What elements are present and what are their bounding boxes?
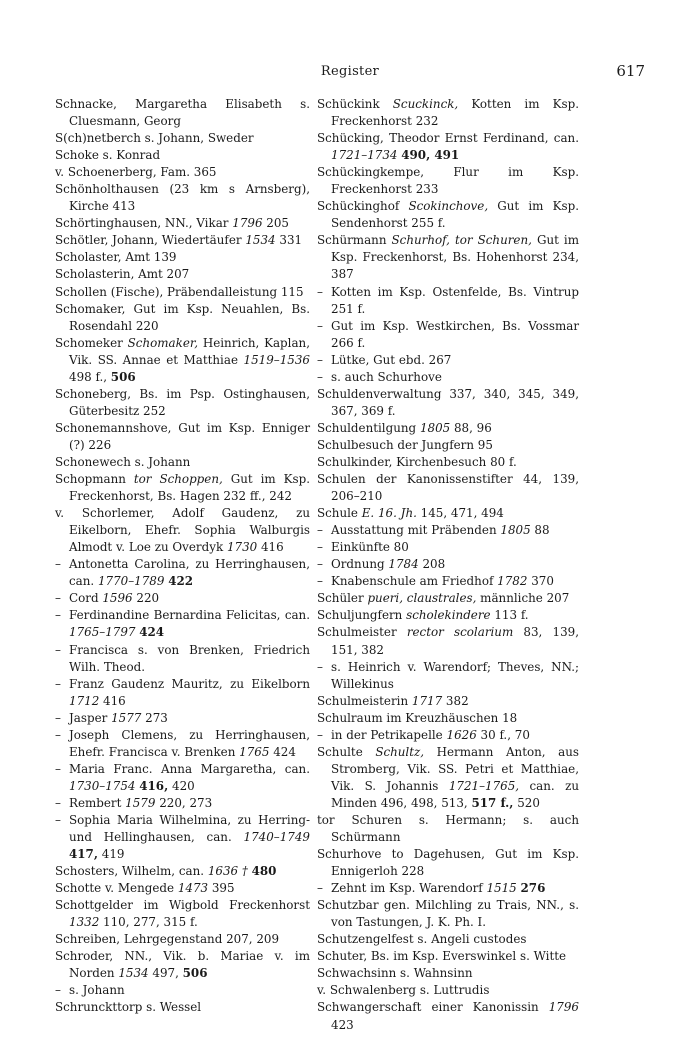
entry-text: Schonewech s. Johann	[55, 454, 191, 469]
entry-text: Schücking, Theodor Ernst Ferdinand, can.	[317, 131, 579, 146]
index-entry	[55, 386, 310, 420]
entry-text: in der Petrikapelle	[331, 727, 447, 742]
index-entry	[55, 232, 310, 249]
subentry-dash: –	[317, 574, 323, 589]
entry-text: Franz Gaudenz Mauritz, zu Eikelborn	[69, 676, 310, 691]
entry-text: Gut im Ksp. Freckenhorst, Bs. Hagen 232 ff., 242	[69, 472, 310, 504]
entry-italic-text: 1740–1749	[243, 830, 310, 845]
entry-italic-text: 1332	[69, 915, 100, 930]
index-entry	[317, 96, 579, 130]
index-entry	[55, 642, 310, 676]
subentry-dash: –	[55, 676, 61, 691]
entry-italic-text: pueri, claustrales,	[367, 591, 477, 606]
subentry-dash: –	[55, 795, 61, 810]
entry-text: Hermann Anton, aus Stromberg, Vik. SS. Petri et Matthiae, Vik. S. Johannis	[331, 744, 579, 793]
entry-text: Schnacke, Margaretha Elisabeth s. Cluesmann, Georg	[55, 97, 310, 129]
entry-italic-text: 1784	[388, 557, 419, 572]
entry-text: s. Johann	[69, 983, 125, 998]
entry-text: Rembert	[69, 795, 126, 810]
entry-text: Heinrich, Kaplan, Vik. SS. Annae et Matthiae	[69, 335, 310, 367]
index-entry	[317, 812, 579, 846]
entry-text: Schottgelder im Wigbold Freckenhorst	[55, 898, 310, 913]
entry-italic-text: 1721–1765,	[448, 778, 520, 793]
entry-text: Schwangerschaft einer Kanonissin	[317, 1000, 549, 1015]
entry-text: Schrunckttorp s. Wessel	[55, 1000, 202, 1015]
entry-text: Schulen der Kanonissenstifter 44, 139, 206–210	[317, 472, 579, 504]
index-entry	[55, 284, 310, 301]
entry-text: 83, 139, 151, 382	[331, 625, 579, 657]
entry-text: Knabenschule am Friedhof	[331, 574, 498, 589]
entry-text: Zehnt im Ksp. Warendorf	[331, 881, 487, 896]
entry-text: Schomeker	[55, 335, 128, 350]
subentry-dash: –	[55, 608, 61, 623]
entry-bold-page: 517 f.,	[471, 795, 514, 810]
index-entry	[317, 471, 579, 505]
entry-text: Schulte	[317, 744, 376, 759]
page-header	[55, 62, 645, 84]
subentry-dash: –	[55, 812, 61, 827]
entry-italic-text: 1721–1734	[331, 148, 398, 163]
entry-text: 498 f.,	[69, 369, 111, 384]
index-entry	[317, 386, 579, 420]
entry-text: Schosters, Wilhelm, can.	[55, 864, 208, 879]
entry-text: Schollen (Fische), Präbendalleistung 115	[55, 284, 304, 299]
entry-bold-page: 422	[168, 574, 194, 589]
index-entry	[55, 556, 310, 590]
index-entry	[317, 999, 579, 1033]
entry-text: 419	[97, 847, 125, 862]
entry-text: Ordnung	[331, 557, 389, 572]
entry-text: Schötler, Johann, Wiedertäufer	[55, 233, 246, 248]
index-entry	[317, 931, 579, 948]
index-entry	[317, 590, 579, 607]
index-entry	[55, 181, 310, 215]
subentry-dash: –	[317, 659, 323, 674]
entry-text: Gut im Ksp. Westkirchen, Bs. Vossmar 266 f.	[331, 318, 579, 350]
entry-text: männliche 207	[476, 591, 570, 606]
index-entry	[317, 284, 579, 318]
subentry-dash: –	[317, 557, 323, 572]
entry-italic-text: 1473	[177, 881, 209, 896]
index-entry	[55, 335, 310, 386]
index-entry	[317, 437, 579, 454]
entry-text: 424	[269, 744, 296, 759]
index-entry	[55, 676, 310, 710]
subentry-dash: –	[317, 523, 323, 538]
index-entry	[317, 556, 579, 573]
entry-text: 220	[132, 591, 160, 606]
index-column-left	[55, 96, 310, 1017]
entry-italic-text: 1712	[69, 693, 100, 708]
index-entry	[317, 369, 579, 386]
index-column-right	[317, 96, 579, 1034]
entry-text: 273	[141, 710, 168, 725]
index-entry	[55, 982, 310, 999]
entry-text: v. Schoenerberg, Fam. 365	[55, 165, 217, 180]
entry-text: 30 f., 70	[476, 727, 530, 742]
index-entry	[317, 130, 579, 164]
entry-text: Ausstattung mit Präbenden	[331, 523, 501, 538]
index-entry	[55, 897, 310, 931]
entry-italic-text: 1730–1754	[69, 778, 136, 793]
index-entry	[55, 505, 310, 556]
index-entry	[317, 198, 579, 232]
entry-text: 416	[257, 540, 284, 555]
index-entry	[55, 761, 310, 795]
subentry-dash: –	[55, 983, 61, 998]
index-entry	[55, 863, 310, 880]
entry-text: Schürmann	[317, 233, 392, 248]
entry-text: Schopmann	[55, 472, 134, 487]
entry-text: Schulbesuch der Jungfern 95	[317, 437, 493, 452]
subentry-dash: –	[317, 369, 323, 384]
entry-italic-text: rector scolarium	[406, 625, 514, 640]
index-entry	[55, 215, 310, 232]
entry-text: 416	[99, 693, 126, 708]
entry-italic-text: 1534	[245, 233, 276, 248]
index-entry	[317, 965, 579, 982]
index-entry	[317, 318, 579, 352]
entry-text: 110, 277, 315 f.	[99, 915, 198, 930]
index-entry	[317, 693, 579, 710]
index-entry	[317, 982, 579, 999]
index-entry	[55, 795, 310, 812]
entry-text: Schuter, Bs. im Ksp. Everswinkel s. Witte	[317, 949, 567, 964]
entry-italic-text: 1577	[111, 710, 142, 725]
entry-text: 420	[168, 778, 195, 793]
entry-text: can. zu Minden 496, 498, 513,	[331, 778, 579, 810]
index-entry	[317, 607, 579, 624]
index-entry	[55, 880, 310, 897]
entry-text: Sophia Maria Wilhelmina, zu Herring- und Hellinghausen, can.	[69, 812, 310, 845]
entry-text: Lütke, Gut ebd. 267	[331, 352, 452, 367]
entry-text: Joseph Clemens, zu Herringhausen, Ehefr. Francisca v. Brenken	[69, 727, 310, 759]
entry-text: Schüler	[317, 591, 368, 606]
entry-text: Schörtinghausen, NN., Vikar	[55, 216, 233, 231]
entry-text: 88, 96	[450, 420, 492, 435]
index-entry	[317, 573, 579, 590]
index-entry	[55, 607, 310, 641]
entry-italic-text: Scuckinck,	[392, 97, 459, 111]
entry-text: Schuljungfern	[317, 608, 407, 623]
subentry-dash: –	[55, 710, 61, 725]
entry-text: v. Schwalenberg s. Luttrudis	[317, 983, 490, 998]
entry-text: s. auch Schurhove	[331, 369, 442, 384]
entry-italic-text: Scokinchove,	[408, 199, 489, 214]
index-entry	[317, 522, 579, 539]
entry-italic-text: 1782	[497, 574, 528, 589]
entry-text: Schuldentilgung	[317, 420, 420, 435]
entry-text: tor Schuren s. Hermann; s. auch Schürmann	[317, 812, 579, 845]
entry-italic-text: 1796	[548, 1000, 579, 1015]
index-entry	[317, 727, 579, 744]
entry-italic-text: 1626	[446, 727, 477, 742]
entry-text: Maria Franc. Anna Margaretha, can.	[69, 761, 310, 776]
entry-bold-page: 424	[139, 625, 165, 640]
index-entry	[55, 96, 310, 130]
entry-italic-text: scholekindere	[406, 608, 491, 623]
entry-text: Ferdinandine Bernardina Felicitas, can.	[69, 608, 310, 623]
entry-text: Francisca s. von Brenken, Friedrich Wilh. Theod.	[69, 642, 310, 674]
index-entry	[55, 727, 310, 761]
page-number: 617	[616, 62, 645, 80]
entry-bold-page: 506	[182, 966, 208, 981]
index-entry	[317, 505, 579, 522]
entry-italic-text: 1796	[232, 216, 263, 231]
entry-text: 208	[418, 557, 446, 572]
subentry-dash: –	[55, 591, 61, 606]
entry-text: S(ch)netberch s. Johann, Sweder	[55, 131, 254, 146]
entry-bold-page: 490, 491	[401, 148, 460, 163]
entry-text: Einkünfte 80	[331, 540, 409, 555]
entry-text: Schoke s. Konrad	[55, 148, 161, 163]
entry-text: Schulmeisterin	[317, 693, 412, 708]
entry-text: Scholaster, Amt 139	[55, 250, 177, 265]
index-entry	[55, 301, 310, 335]
entry-text: 220, 273	[155, 795, 213, 810]
entry-italic-text: 1579	[125, 795, 156, 810]
entry-text: 520	[513, 795, 540, 810]
entry-italic-text: 1765	[239, 744, 270, 759]
entry-text: Schurhove to Dagehusen, Gut im Ksp. Ennigerloh 228	[317, 847, 579, 879]
index-entry	[317, 454, 579, 471]
entry-text: Schule	[317, 506, 362, 521]
entry-text: Schreiben, Lehrgegenstand 207, 209	[55, 932, 280, 947]
entry-text: Schonemannshove, Gut im Ksp. Enniger (?) 226	[55, 420, 310, 452]
entry-text: v. Schorlemer, Adolf Gaudenz, zu Eikelborn, Ehefr. Sophia Walburgis Almodt v. Loe zu Overdyk	[55, 506, 310, 555]
entry-text: Kotten im Ksp. Freckenhorst 232	[331, 97, 579, 129]
entry-text: 205	[262, 216, 289, 231]
subentry-dash: –	[317, 318, 323, 333]
index-entry	[317, 659, 579, 693]
entry-text: Gut im Ksp. Freckenhorst, Bs. Hohenhorst 234, 387	[331, 233, 580, 282]
subentry-dash: –	[55, 727, 61, 742]
entry-italic-text: 1730	[226, 540, 258, 555]
index-entry	[55, 999, 310, 1016]
subentry-dash: –	[317, 284, 323, 299]
entry-text: Schotte v. Mengede	[55, 881, 178, 896]
index-entry	[55, 249, 310, 266]
entry-text: Schutzbar gen. Milchling zu Trais, NN., s. von Tastungen, J. K. Ph. I.	[317, 898, 579, 930]
index-entry	[55, 948, 310, 982]
entry-text: Schulmeister	[317, 625, 407, 640]
entry-text: Cord	[69, 591, 103, 606]
entry-text: 395	[208, 881, 235, 896]
entry-text: Antonetta Carolina, zu Herringhausen, can.	[69, 557, 310, 589]
subentry-dash: –	[55, 761, 61, 776]
entry-text: Schwachsinn s. Wahnsinn	[317, 966, 473, 981]
entry-text: Jasper	[69, 710, 112, 725]
entry-text: Schuldenverwaltung 337, 340, 345, 349, 367, 369 f.	[317, 386, 579, 418]
entry-text: Schückingkempe, Flur im Ksp. Freckenhorst 233	[317, 165, 579, 197]
index-entry	[317, 232, 579, 283]
index-entry	[55, 164, 310, 181]
index-entry	[317, 539, 579, 556]
subentry-dash: –	[317, 352, 323, 367]
entry-text: Schulraum im Kreuzhäuschen 18	[317, 710, 518, 725]
entry-text: Kotten im Ksp. Ostenfelde, Bs. Vintrup 251 f.	[331, 284, 579, 316]
entry-italic-text: 1805	[500, 523, 531, 538]
index-entry	[317, 846, 579, 880]
entry-text: Schückink	[317, 97, 393, 111]
entry-italic-text: 1519–1536	[243, 352, 310, 367]
running-title: Register	[320, 64, 380, 79]
index-entry	[317, 897, 579, 931]
index-entry	[55, 931, 310, 948]
entry-italic-text: Schurhof, tor Schuren,	[391, 233, 532, 248]
index-entry	[317, 624, 579, 658]
entry-italic-text: 1765–1797	[69, 625, 136, 640]
index-entry	[317, 744, 579, 812]
entry-text: 370	[527, 574, 554, 589]
entry-text: 331	[275, 233, 303, 248]
entry-text: Schroder, NN., Vik. b. Mariae v. im Norden	[55, 949, 310, 981]
entry-italic-text: 1805	[419, 420, 451, 435]
index-entry	[55, 454, 310, 471]
subentry-dash: –	[317, 727, 323, 742]
entry-bold-page: 416,	[139, 778, 169, 793]
index-entry	[55, 812, 310, 863]
entry-text: Schomaker, Gut im Ksp. Neuahlen, Bs. Rosendahl 220	[55, 301, 310, 333]
entry-italic-text: 1596	[102, 591, 133, 606]
entry-text: Schutzengelfest s. Angeli custodes	[317, 932, 527, 947]
entry-italic-text: Schultz,	[375, 744, 425, 759]
entry-text: Schoneberg, Bs. im Psp. Ostinghausen, Güterbesitz 252	[55, 386, 310, 418]
index-entry	[317, 710, 579, 727]
index-entry	[317, 420, 579, 437]
subentry-dash: –	[55, 642, 61, 657]
entry-italic-text: 1770–1789	[97, 574, 165, 589]
index-entry	[55, 130, 310, 147]
entry-italic-text: 1515	[486, 881, 517, 896]
entry-text: 497,	[148, 966, 183, 981]
entry-bold-page: 480	[251, 864, 277, 879]
entry-text: s. Heinrich v. Warendorf; Theves, NN.; Willekinus	[331, 659, 579, 691]
index-entry	[317, 164, 579, 198]
index-entry	[317, 880, 579, 897]
entry-text: 423	[331, 1017, 354, 1032]
subentry-dash: –	[317, 540, 323, 555]
entry-bold-page: 276	[520, 881, 546, 896]
subentry-dash: –	[317, 881, 323, 896]
entry-text: 88	[530, 523, 550, 538]
entry-text: Schulkinder, Kirchenbesuch 80 f.	[317, 454, 517, 469]
index-entry	[317, 352, 579, 369]
entry-text: Gut im Ksp. Sendenhorst 255 f.	[331, 199, 579, 231]
entry-bold-page: 417,	[69, 847, 98, 862]
index-entry	[55, 471, 310, 505]
entry-italic-text: 1717	[411, 693, 443, 708]
entry-text: Schönholthausen (23 km s Arnsberg), Kirche 413	[55, 182, 310, 214]
entry-text: Schückinghof	[317, 199, 409, 214]
subentry-dash: –	[55, 557, 61, 572]
entry-italic-text: 1534	[118, 966, 149, 981]
entry-italic-text: 1636 †	[207, 864, 248, 879]
index-entry	[55, 590, 310, 607]
index-entry	[55, 266, 310, 283]
index-entry	[55, 147, 310, 164]
entry-italic-text: tor Schoppen,	[133, 472, 223, 487]
entry-bold-page: 506	[110, 369, 136, 384]
entry-text: 382	[442, 693, 469, 708]
index-entry	[55, 710, 310, 727]
entry-text: 145, 471, 494	[416, 506, 504, 521]
index-entry	[55, 420, 310, 454]
entry-italic-text: Schomaker,	[127, 335, 199, 350]
entry-text: Scholasterin, Amt 207	[55, 267, 190, 282]
entry-text: 113 f.	[490, 608, 529, 623]
index-entry	[317, 948, 579, 965]
entry-italic-text: E. 16. Jh.	[361, 506, 417, 521]
